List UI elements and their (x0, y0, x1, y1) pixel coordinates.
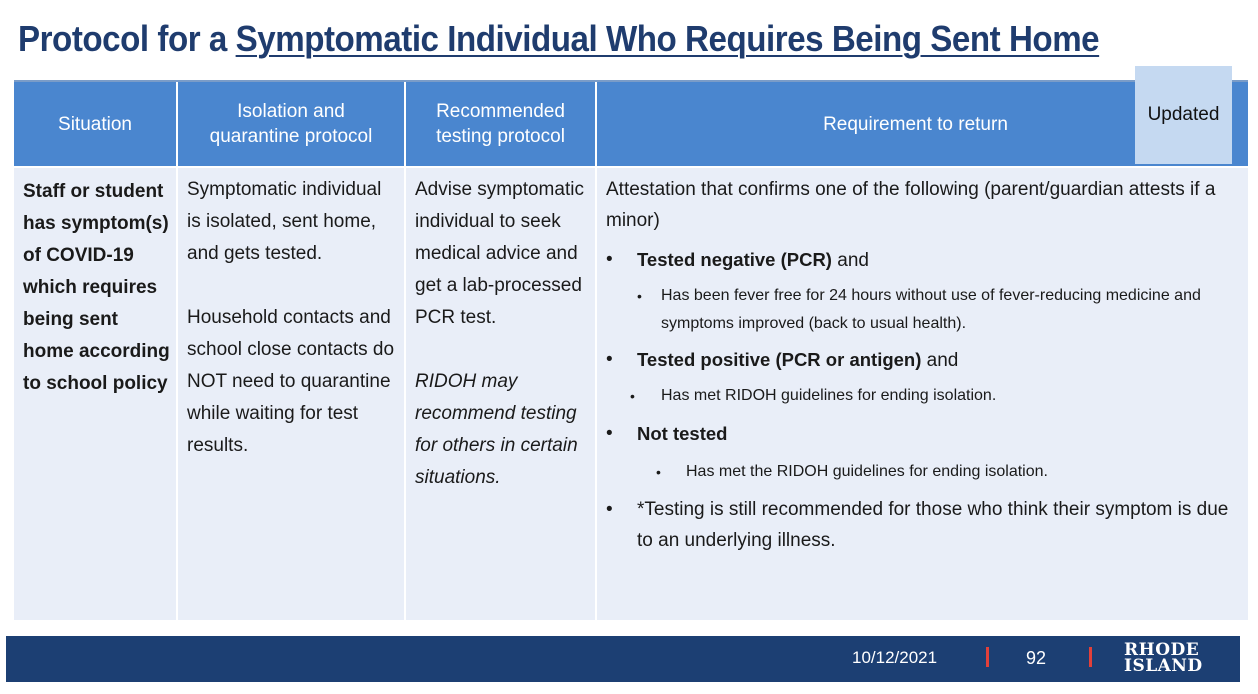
header-situation: Situation (14, 82, 177, 167)
footer-separator (1089, 647, 1092, 667)
header-testing (405, 82, 596, 167)
footer-page-number: 92 (1026, 648, 1047, 668)
title-underlined: Symptomatic Individual Who Requires Being Sent Home (235, 18, 1100, 59)
logo-line-1: RHODE (1124, 640, 1200, 660)
header-isolation (177, 82, 405, 167)
return-intro: Attestation that confirms one of the following (parent/guardian attests if a minor) (606, 179, 1216, 231)
footer-separator (986, 647, 989, 667)
tested-positive-label: Tested positive (PCR or antigen) (637, 349, 922, 370)
cell-isolation (177, 167, 405, 620)
updated-tag: Updated (1135, 66, 1232, 164)
bullet-testing-note: • *Testing is still recommended for those who think their symptom is due to an underlying illness. (606, 494, 1240, 556)
not-tested-label: Not tested (637, 423, 728, 444)
sub-bullet-negative: • Has been fever free for 24 hours without use of fever-reducing medicine and symptoms improved (back to usual health). (606, 282, 1240, 338)
header-isolation-label: Isolation and quarantine protocol (209, 101, 373, 147)
logo-line-2: ISLAND (1124, 656, 1203, 676)
page-title (18, 18, 1099, 60)
cell-testing (405, 167, 596, 620)
sub-bullet-not-tested: • Has met the RIDOH guidelines for ending isolation. (606, 458, 1240, 486)
protocol-table (14, 82, 1248, 620)
header-testing-label: Recommended testing protocol (436, 101, 565, 147)
isolation-paragraph-1: Symptomatic individual is isolated, sent home, and gets tested. (187, 179, 382, 264)
isolation-paragraph-2: Household contacts and school close contacts do NOT need to quarantine while waiting for test results. (187, 307, 395, 456)
cell-return (596, 167, 1248, 620)
tested-positive-suffix: and (921, 350, 959, 371)
sub-bullet-positive: • Has met RIDOH guidelines for ending isolation. (606, 382, 1240, 410)
rhode-island-logo (1124, 642, 1203, 674)
table-row (14, 167, 1248, 620)
tested-negative-suffix: and (831, 250, 869, 271)
title-prefix: Protocol for a (18, 18, 236, 59)
table-header-row (14, 82, 1248, 167)
testing-paragraph-1: Advise symptomatic individual to seek medical advice and get a lab-processed PCR test. (415, 179, 584, 328)
bullet-tested-negative (606, 244, 1240, 276)
tested-negative-label: Tested negative (PCR) (637, 249, 832, 270)
footer-date: 10/12/2021 (852, 648, 938, 667)
bullet-tested-positive (606, 344, 1240, 376)
testing-paragraph-2: RIDOH may recommend testing for others in certain situations. (415, 371, 578, 488)
bullet-not-tested (606, 418, 1240, 450)
header-return-label: Requirement to return (823, 113, 1008, 135)
footer-bar (6, 636, 1240, 682)
cell-situation: Staff or student has symptom(s) of COVID-19 which requires being sent home according to school policy (14, 167, 177, 620)
